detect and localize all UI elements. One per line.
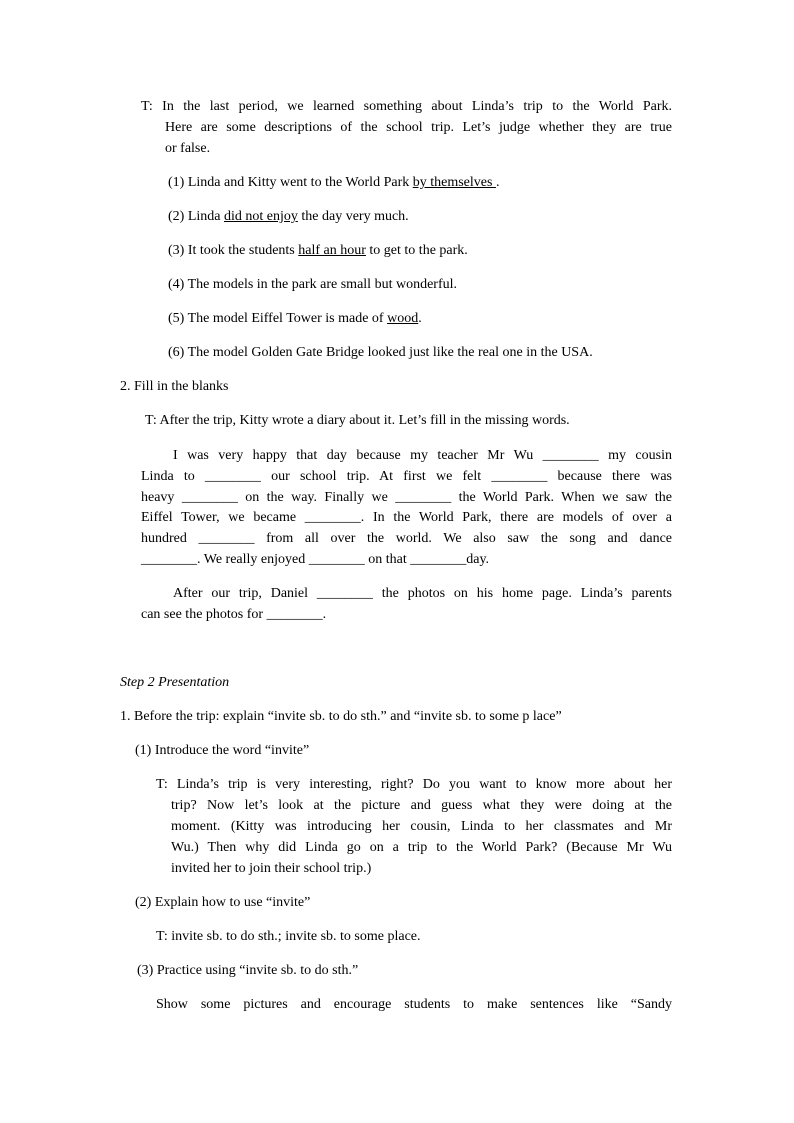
step2-sub-3: (3) Practice using “invite sb. to do sth.” [137, 963, 359, 978]
fill-instruction: T: After the trip, Kitty wrote a diary about it. Let’s fill in the missing words. [145, 413, 570, 428]
statement-5: (5) The model Eiffel Tower is made of wood. [168, 311, 422, 326]
step2-heading: Step 2 Presentation [120, 675, 230, 690]
statement-4: (4) The models in the park are small but wonderful. [168, 277, 457, 292]
statement-1-underline: by themselves [412, 175, 496, 190]
statement-5-underline: wood [387, 311, 419, 326]
diary-line-4: Eiffel Tower, we became ________. In the World Park, there are models of over a [141, 510, 672, 525]
statement-3-underline: half an hour [298, 243, 366, 258]
diary-line-5: hundred ________ from all over the world. We also saw the song and dance [141, 531, 672, 546]
step2-t2: T: invite sb. to do sth.; invite sb. to some place. [156, 929, 421, 944]
step2-t3: Show some pictures and encourage students to make sentences like “Sandy [156, 997, 672, 1012]
step2-t1-line-5: invited her to join their school trip.) [171, 861, 372, 876]
intro-line-2: Here are some descriptions of the school trip. Let’s judge whether they are true [165, 120, 672, 135]
diary-line-3: heavy ________ on the way. Finally we ________ the World Park. When we saw the [141, 490, 672, 505]
step2-sub-2: (2) Explain how to use “invite” [135, 895, 311, 910]
statement-3: (3) It took the students half an hour to get to the park. [168, 243, 468, 258]
statement-1: (1) Linda and Kitty went to the World Park by themselves . [168, 175, 500, 190]
step2-t1-line-4: Wu.) Then why did Linda go on a trip to the World Park? (Because Mr Wu [171, 840, 672, 855]
step2-t1-line-2: trip? Now let’s look at the picture and guess what they were doing at the [171, 798, 672, 813]
intro-line-3: or false. [165, 141, 211, 156]
statement-6: (6) The model Golden Gate Bridge looked just like the real one in the USA. [168, 345, 593, 360]
step2-t1-line-3: moment. (Kitty was introducing her cousin, Linda to her classmates and Mr [171, 819, 672, 834]
fill-heading: 2. Fill in the blanks [120, 379, 229, 394]
intro-line-1: T: In the last period, we learned something about Linda’s trip to the World Park. [141, 99, 672, 114]
statement-2: (2) Linda did not enjoy the day very much. [168, 209, 409, 224]
step2-sub-1: (1) Introduce the word “invite” [135, 743, 310, 758]
diary-p2-line-2: can see the photos for ________. [141, 607, 327, 622]
diary-line-1: I was very happy that day because my teacher Mr Wu ________ my cousin [173, 448, 672, 463]
diary-p2-line-1: After our trip, Daniel ________ the photos on his home page. Linda’s parents [173, 586, 672, 601]
diary-line-2: Linda to ________ our school trip. At first we felt ________ because there was [141, 469, 672, 484]
diary-line-6: ________. We really enjoyed ________ on that ________day. [141, 552, 490, 567]
step2-item-1: 1. Before the trip: explain “invite sb. to do sth.” and “invite sb. to some p lace” [120, 709, 562, 724]
step2-t1-line-1: T: Linda’s trip is very interesting, right? Do you want to know more about her [156, 777, 672, 792]
statement-2-underline: did not enjoy [223, 209, 298, 224]
